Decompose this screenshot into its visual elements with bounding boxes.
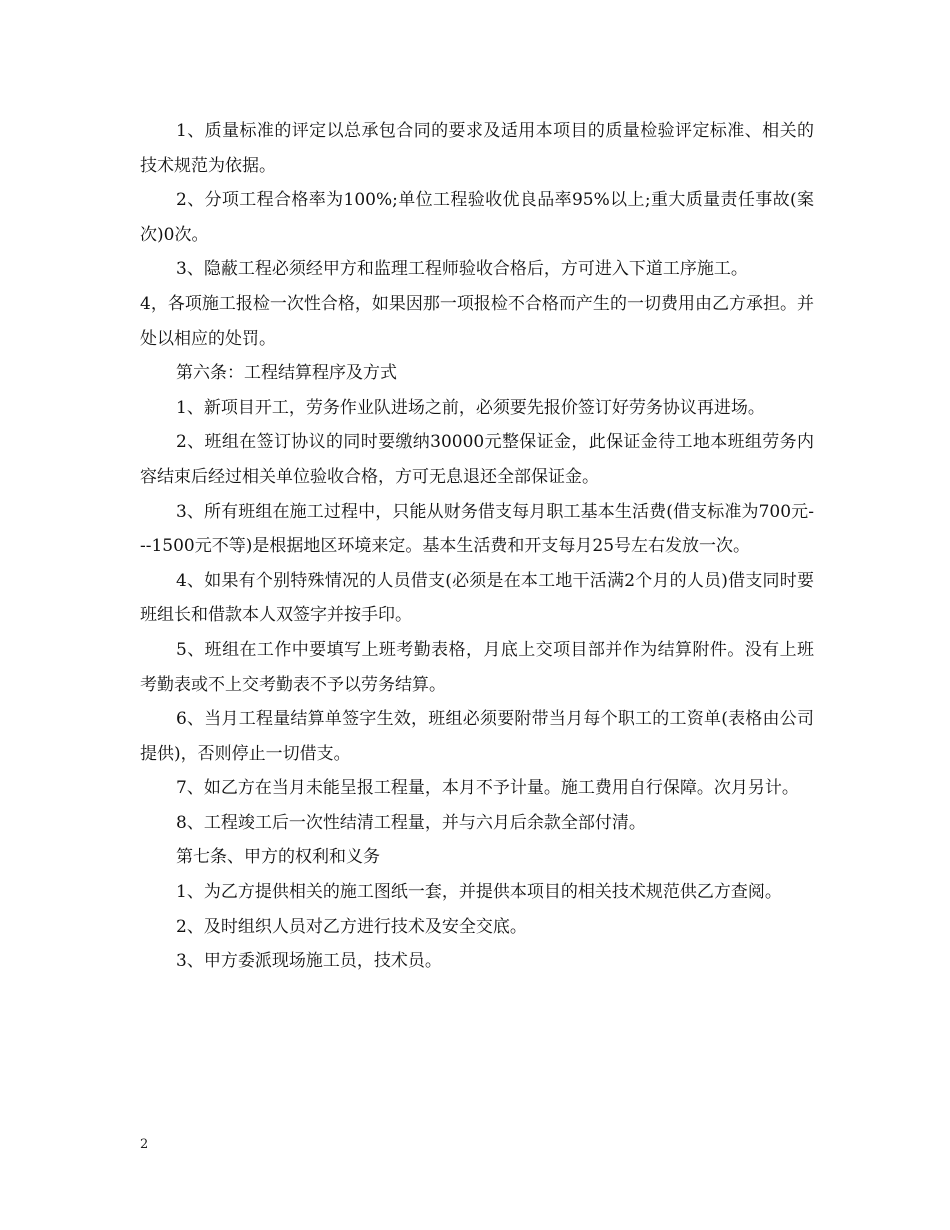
paragraph: 4、如果有个别特殊情况的人员借支(必须是在本工地干活满2个月的人员)借支同时要班组长和借款本人双签字并按手印。 (140, 570, 814, 626)
paragraph: 1、质量标准的评定以总承包合同的要求及适用本项目的质量检验评定标准、相关的技术规范为依据。 (140, 121, 814, 176)
paragraph: 3、甲方委派现场施工员，技术员。 (176, 951, 442, 972)
paragraph: 第七条、甲方的权利和义务 (176, 847, 380, 868)
page-number: 2 (140, 1137, 149, 1152)
paragraph: 6、当月工程量结算单签字生效，班组必须要附带当月每个职工的工资单(表格由公司提供)，否则停止一切借支。 (140, 709, 814, 764)
paragraph: 2、及时组织人员对乙方进行技术及安全交底。 (176, 916, 527, 937)
paragraph: 5、班组在工作中要填写上班考勤表格，月底上交项目部并作为结算附件。没有上班考勤表或不上交考勤表不予以劳务结算。 (140, 639, 814, 695)
paragraph: 7、如乙方在当月未能呈报工程量，本月不予计量。施工费用自行保障。次月另计。 (176, 778, 799, 799)
paragraph: 8、工程竣工后一次性结清工程量，并与六月后余款全部付清。 (176, 812, 646, 833)
paragraph: 第六条：工程结算程序及方式 (176, 363, 397, 384)
paragraph: 3、所有班组在施工过程中，只能从财务借支每月职工基本生活费(借支标准为700元---1500元不等)是根据地区环境来定。基本生活费和开支每月25号左右发放一次。 (140, 501, 814, 557)
paragraph: 1、新项目开工，劳务作业队进场之前，必须要先报价签订好劳务协议再进场。 (176, 397, 765, 418)
document-body (140, 114, 814, 979)
paragraph: 2、分项工程合格率为100%;单位工程验收优良品率95%以上;重大质量责任事故(案次)0次。 (140, 190, 814, 245)
paragraph: 2、班组在签订协议的同时要缴纳30000元整保证金，此保证金待工地本班组劳务内容结束后经过相关单位验收合格，方可无息退还全部保证金。 (140, 432, 814, 487)
paragraph: 4，各项施工报检一次性合格，如果因那一项报检不合格而产生的一切费用由乙方承担。并处以相应的处罚。 (140, 293, 814, 349)
paragraph: 3、隐蔽工程必须经甲方和监理工程师验收合格后，方可进入下道工序施工。 (176, 259, 748, 280)
paragraph: 1、为乙方提供相关的施工图纸一套，并提供本项目的相关技术规范供乙方查阅。 (176, 882, 782, 903)
